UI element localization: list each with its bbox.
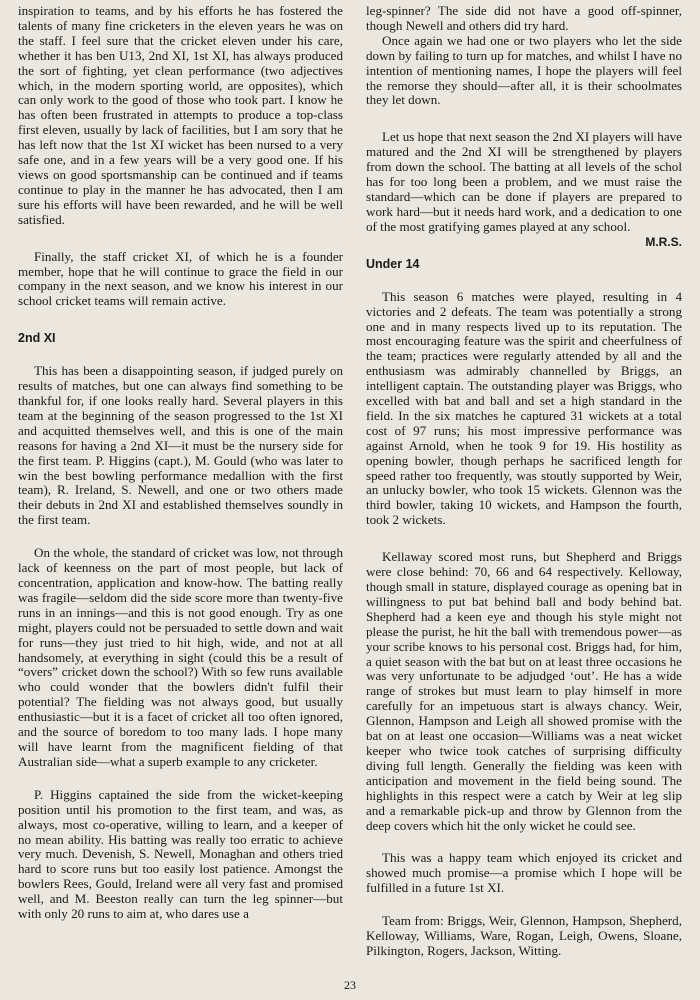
second-xi-paragraph-5-text: Let us hope that next season the 2nd XI players will have matured and the 2nd XI will be strengthened by players from down the school. The batting at all levels of the schol has for too long been a problem, and we must raise the standard—which can be done if players are prepared to work hard—but it needs hard work, and a dedication to one of the most gratifying games played at any school.	[366, 129, 682, 234]
second-xi-paragraph-3: P. Higgins captained the side from the wicket-keeping position until his promotion to the first team, and was, as always, most co-operative, willing to learn, and a keeper of no mean ability. His batting was really too erratic to achieve very much. Devenish, S. Newell, Monaghan and others tried hard to score runs but too easily lost patience. Amongst the bowlers Rees, Gould, Ireland were all very fast and promised well, and M. Beeston really can turn the leg spinner—but with only 20 runs to aim at, who dares use a	[18, 786, 343, 922]
second-xi-paragraph-5	[366, 129, 682, 249]
under-14-paragraph-2: Kellaway scored most runs, but Shepherd and Briggs were close behind: 70, 66 and 64 respectively. Kelloway, though small in stature, displayed courage as opening bat in willingness to put bat behind ball and body behind bat. Shepherd had a keen eye and though his style might not please the purist, he hit the ball with tremendous power—as your scribe knows to his personal cost. Briggs had, for him, a quiet season with the bat but on at least three occasions he was very unfortunate to be adjudged ‘out’. He has a wide range of strokes but must learn to play himself in more carefully for an impetuous start is always chancy. Weir, Glennon, Hampson and Leigh all showed promise with the bat on at least one occasion—Williams was a neat wicket keeper who twice took catches of surprising difficulty diving full length. Generally the fielding was keen with anticipation and movement in the field being sound. The highlights in this respect were a catch by Weir at leg slip and a remarkable pick-up and throw by Glennon from the deep covers which hit the only wicket he could see.	[366, 549, 682, 833]
page-number: 23	[344, 978, 356, 992]
right-column	[366, 4, 682, 959]
author-signature: M.R.S.	[645, 234, 682, 249]
tribute-paragraph-continued: inspiration to teams, and by his efforts he has fostered the talents of many fine cricketers in the eleven years he was on the staff. I feel sure that the cricket eleven under his care, whether it has ben U13, 2nd XI, 1st XI, has always produced the sort of fighting, yet clean performance (two adjectives which, in the modern sporting world, are opposites), which can only work to the good of those who took part. I know he has often been frustrated in attempts to produce a top-class first eleven, usually by lack of facilities, but I am sory that he has left now that the 1st XI wicket has been nursed to a very safe one, and in a few years will be a very good one. If his views on good sportsmanship can be continued and if teams continue to play in the manner he has advocated, then I am sure his efforts will have been rewarded, and he will be well satisfied.	[18, 3, 343, 227]
second-xi-paragraph-2: On the whole, the standard of cricket was low, not through lack of keenness on the part of most people, but lack of concentration, application and know-how. The batting really was fragile—seldom did the side score more than twenty-five runs in an innings—and this is not good enough. Try as one might, players could not be persuaded to settle down and wait for runs—they just tried to hit high, wide, and not at all handsomely, at everything in sight (could this be a result of “overs” cricket down the school?) With so few runs available who could wonder that the bowlers didn't fulfil their potential? The fielding was not always good, but usually enthusiastic—but it is a facet of cricket all too often ignored, and the source of boredom to too many lads. I hope many will have learnt from the magnificent fielding of that Australian side—what a superb example to any cricketer.	[18, 545, 343, 769]
team-list: Team from: Briggs, Weir, Glennon, Hampson, Shepherd, Kelloway, Williams, Ware, Rogan, Leigh, Owens, Sloane, Pilkington, Rogers, Jackson, Witting.	[366, 913, 682, 958]
section-heading-2nd-xi: 2nd XI	[18, 331, 56, 346]
second-xi-paragraph-continued: leg-spinner? The side did not have a good off-spinner, though Newell and others did try hard.	[366, 3, 682, 33]
tribute-paragraph-final: Finally, the staff cricket XI, of which he is a founder member, hope that he will continue to grace the field in our company in the next season, and we know his interest in our school cricket teams will remain active.	[18, 248, 343, 309]
left-column	[18, 4, 343, 922]
under-14-paragraph-1: This season 6 matches were played, resulting in 4 victories and 2 defeats. The team was potentially a strong one and in many respects lived up to its reputation. The most encouraging feature was the spirit and cheerfulness of the team; practices were regularly attended by all and the enthusiasm was admirably channelled by Briggs, an intelligent captain. The outstanding player was Briggs, who excelled with bat and ball and set a high standard in the field. In the six matches he captured 31 wickets at a total cost of 97 runs; his most impressive performance was against Arnold, when he took 9 for 19. His hostility as opening bowler, though perhaps he sacrificed length for speed rather too frequently, was stoutly supported by Weir, an unlucky bowler, who took 15 wickets. Glennon was the third bowler, taking 10 wickets, and Hampson the fourth, took 2 wickets.	[366, 288, 682, 528]
under-14-paragraph-3: This was a happy team which enjoyed its cricket and showed much promise—a promise which I hope will be fulfilled in a future 1st XI.	[366, 850, 682, 896]
section-heading-under-14: Under 14	[366, 256, 420, 271]
second-xi-paragraph-1: This has been a disappointing season, if judged purely on results of matches, but one can always find something to be thankful for, if one looks really hard. Several players in this team at the beginning of the season progressed to the 1st XI and acquitted themselves well, and this is one of the main reasons for having a 2nd XI—it must be the nursery side for the first team. P. Higgins (capt.), M. Gould (who was later to win the best bowling performance medallion with the first team), R. Ireland, S. Newell, and one or two others made their debuts in 2nd XI and established themselves soundly in the first team.	[18, 363, 343, 528]
second-xi-paragraph-4: Once again we had one or two players who let the side down by failing to turn up for matches, and whilst I have no intention of mentioning names, I hope the players will feel the remorse they should—after all, it is their schoolmates they let down.	[366, 32, 682, 108]
